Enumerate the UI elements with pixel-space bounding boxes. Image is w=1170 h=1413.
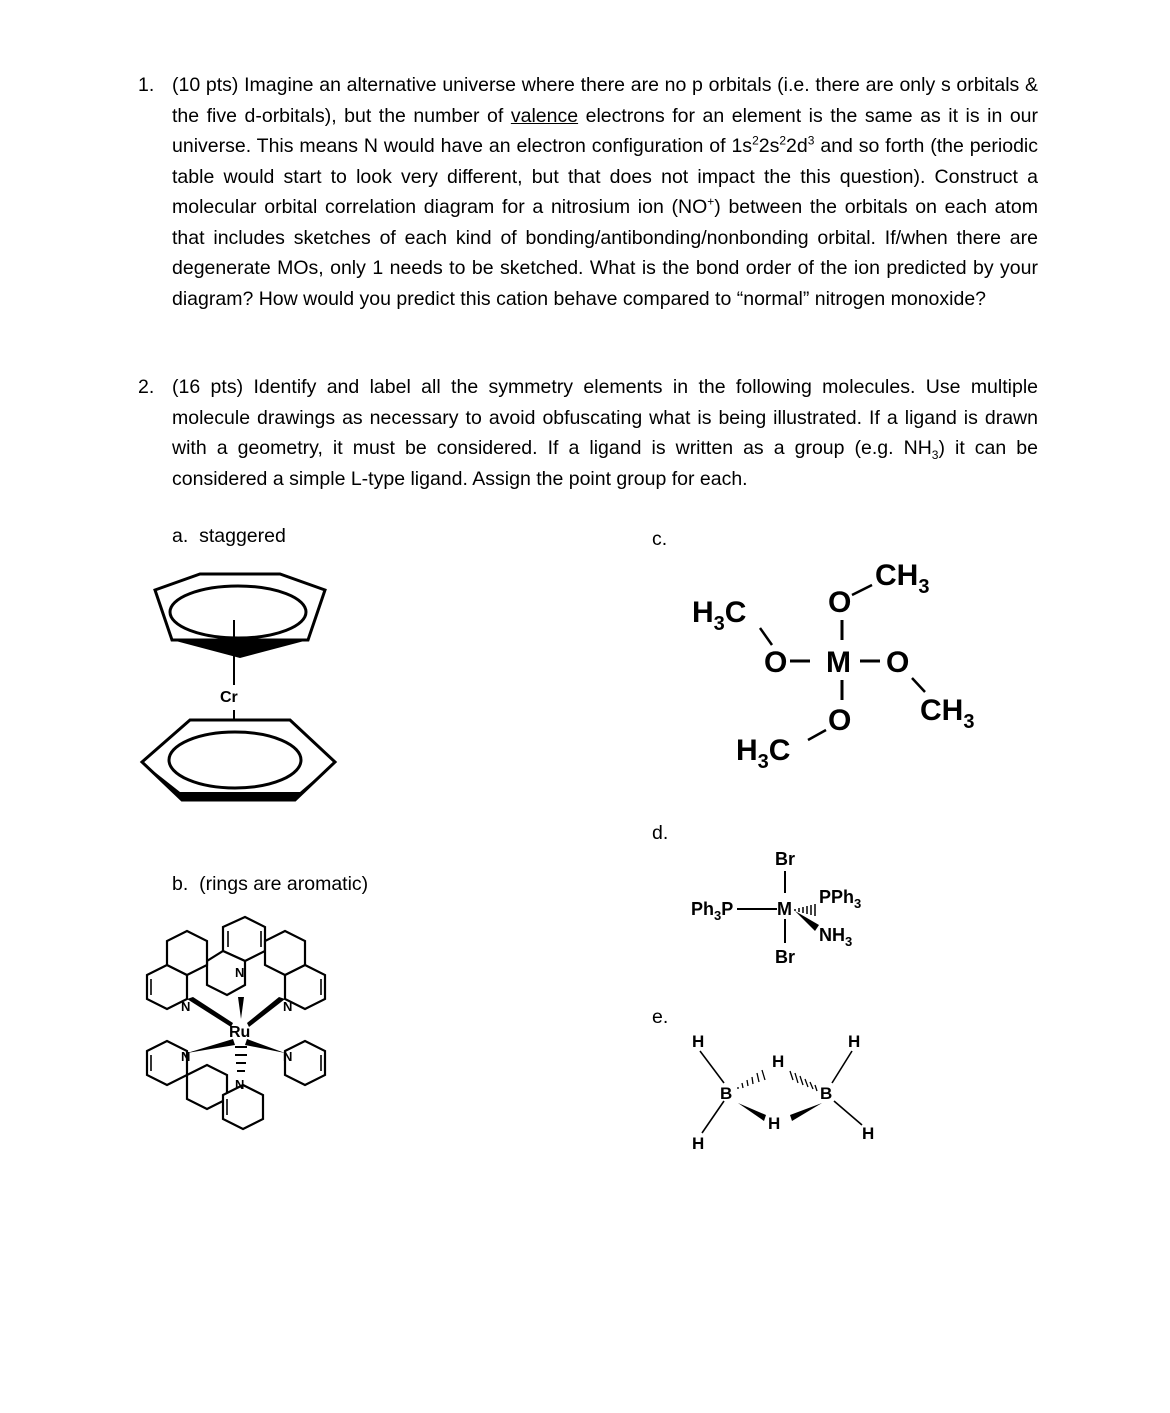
question-2-text [172,372,1038,494]
question-1-text-a: Imagine an alternative universe where there are no p orbitals (i.e. there are only s orbitals & the five d-orbitals), but the number of [172,74,1039,127]
part-a-letter: a. [172,525,189,547]
chromium-sandwich-diagram [130,560,350,810]
question-1-text-b: electrons for an element is the same as it is in our universe. This means N would have an electron configuration of 1s [172,104,1039,157]
part-d-label [652,822,668,845]
superscript-3: 3 [807,133,815,148]
valence-underlined: valence [510,104,579,127]
part-c-label [652,528,667,551]
svg-text:CH3: $CH_3$ [920,694,975,733]
h-terminal-bottom-right: H [862,1124,875,1143]
metal-m-label: M [826,646,851,679]
question-2-text-b: ) it can be considered a simple L-type ligand. Assign the point group for each. [172,437,1038,490]
question-1-text-c: 2s [758,135,780,157]
superscript-2: 2 [752,133,759,148]
nitrogen-label-3: N [283,999,293,1014]
nitrogen-label-2: N [181,999,191,1014]
svg-text:NH3: $NH_3$ [819,925,853,949]
question-2-points: (16 pts) [172,376,244,398]
part-b-letter: b. [172,873,189,895]
svg-text:H3C: $H_3C$ [736,734,791,773]
part-a-label [172,525,286,548]
part-a-caption: staggered [199,525,286,547]
h-bridge-top: H [772,1052,785,1071]
part-b-caption: (rings are aromatic) [199,873,369,895]
question-1-text-f: ) between the orbitals on each atom that includes sketches of each kind of bonding/antibonding/nonbonding orbital. If/when there are degenerate MOs, only 1 needs to be sketched. What is the bond order of the ion predicted by your diagram? How would you predict this cation behave compared to “normal” nitrogen monoxide? [172,196,1038,310]
part-c-letter: c. [652,528,668,550]
superscript-2b: 2 [779,133,787,148]
diborane-diagram [680,1025,900,1155]
question-1-text-e: and so forth (the periodic table would start to look very different, but that does not impact the this question). Construct a molecular orbital correlation diagram for a nitrosium ion (NO [172,135,1038,218]
metal-m-label-d: M [777,899,792,919]
h-terminal-bottom-left: H [692,1134,705,1153]
subscript-3: 3 [931,447,939,462]
question-2-text-a: Identify and label all the symmetry elements in the following molecules. Use multiple molecule drawings as necessary to avoid obfuscating what is being illustrated. If a ligand is drawn with a geometry, it must be considered. If a ligand is written as a group (e.g. NH [172,376,1039,459]
question-1-number: 1. [138,74,155,96]
chromium-label: Cr [220,689,238,706]
nitrogen-label-5: N [283,1049,293,1064]
part-e-letter: e. [652,1006,669,1028]
question-1-text-d: 2d [786,135,808,157]
ruthenium-trisbipyridine-diagram [135,915,345,1145]
question-2-number: 2. [138,376,155,398]
bromide-top: Br [775,849,796,869]
h-terminal-top-right: H [848,1032,861,1051]
svg-text:H3C: $H_3C$ [692,596,747,635]
part-b-label [172,873,368,896]
svg-text:Ph3P: $Ph_3P$ [691,899,734,923]
h-bridge-bottom: H [768,1114,781,1133]
svg-text:O: O [886,646,910,679]
metal-tetramethoxide-diagram [680,550,1000,780]
svg-text:CH3: $CH_3$ [875,559,930,598]
svg-text:O: O [828,586,852,619]
question-1 [138,70,1038,314]
h-terminal-top-left: H [692,1032,705,1051]
bromide-bottom: Br [775,947,796,967]
svg-text:PPh3: PPh$_3$ [819,887,862,911]
metal-complex-d-diagram [685,845,905,975]
nitrogen-label-6: N [235,1077,245,1092]
nitrogen-label-4: N [181,1049,191,1064]
nitrogen-label-1: N [235,965,245,980]
boron-left: B [720,1084,733,1103]
ruthenium-label: Ru [229,1024,251,1041]
question-1-text [172,70,1038,314]
boron-right: B [820,1084,833,1103]
part-d-letter: d. [652,822,669,844]
svg-text:O: O [764,646,788,679]
svg-text:O: O [828,704,852,737]
question-1-points: (10 pts) [172,74,239,96]
superscript-plus: + [707,194,715,209]
question-2 [138,372,1038,494]
part-e-label [652,1006,668,1029]
